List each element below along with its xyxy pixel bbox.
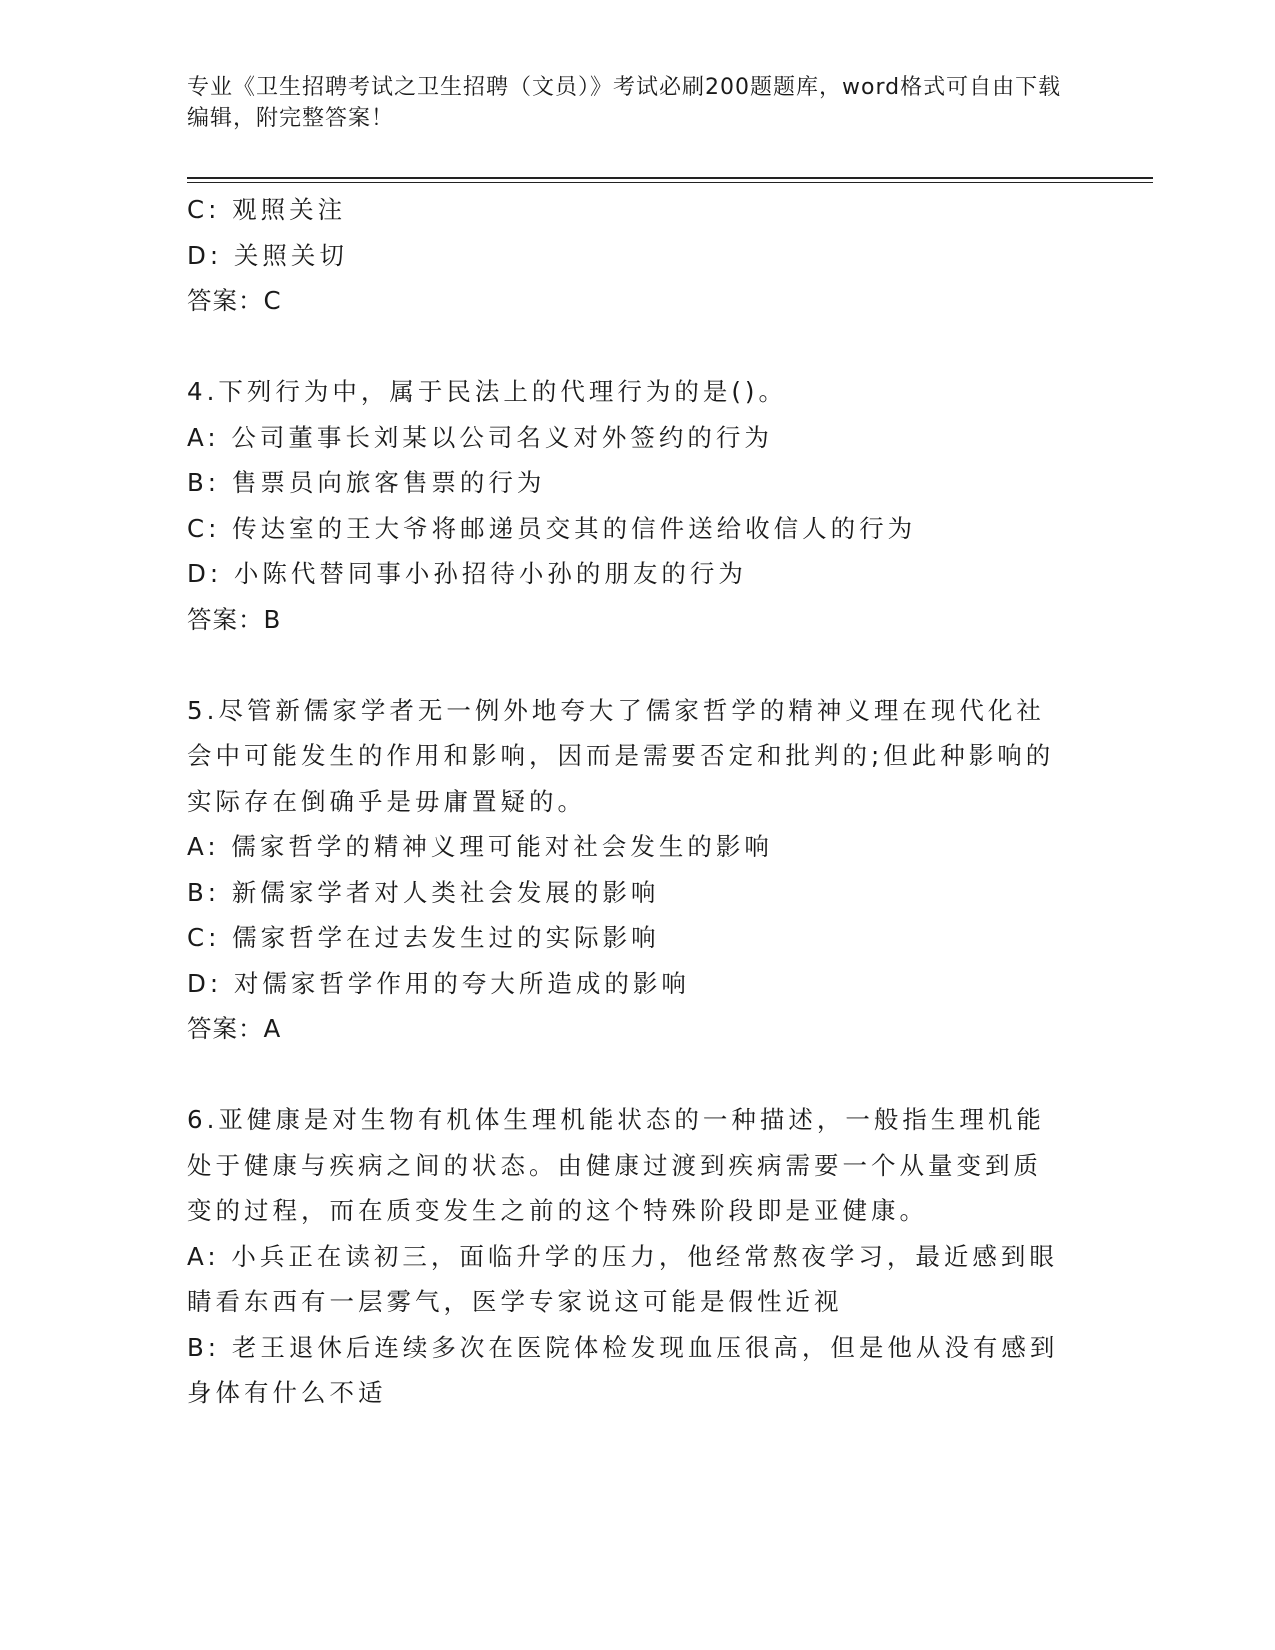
q6-option-b-line: B: 老王退休后连续多次在医院体检发现血压很高，但是他从没有感到 [187, 1332, 1059, 1362]
q6-stem-line: 变的过程，而在质变发生之前的这个特殊阶段即是亚健康。 [187, 1196, 928, 1225]
header-title: 专业《卫生招聘考试之卫生招聘（文员）》考试必刷200题题库，word格式可自由下载编辑，附完整答案！ [187, 75, 1062, 131]
q6-option-a-line: 睛看东西有一层雾气，医学专家说这可能是假性近视 [187, 1287, 843, 1316]
question-content [187, 187, 1087, 1416]
q5-option-d: D: 对儒家哲学作用的夸大所造成的影响 [187, 968, 690, 998]
spacer [187, 1052, 1087, 1098]
spacer [187, 642, 1087, 688]
q4-answer: 答案：B [187, 604, 282, 634]
q4-option-b: B: 售票员向旅客售票的行为 [187, 468, 546, 497]
q3-answer: 答案：C [187, 286, 282, 315]
q6-stem-line: 6.亚健康是对生物有机体生理机能状态的一种描述，一般指生理机能 [187, 1105, 1045, 1134]
q5-stem-line: 会中可能发生的作用和影响，因而是需要否定和批判的;但此种影响的 [187, 741, 1055, 770]
q5-answer: 答案：A [187, 1014, 282, 1043]
q5-stem-line: 实际存在倒确乎是毋庸置疑的。 [187, 786, 586, 816]
q5-option-a: A: 儒家哲学的精神义理可能对社会发生的影响 [187, 832, 773, 861]
spacer [187, 324, 1087, 370]
q6-stem-line: 处于健康与疾病之间的状态。由健康过渡到疾病需要一个从量变到质 [187, 1150, 1042, 1180]
q4-option-d: D: 小陈代替同事小孙招待小孙的朋友的行为 [187, 559, 747, 588]
header-rule-thick [187, 177, 1153, 179]
q5-option-c: C: 儒家哲学在过去发生过的实际影响 [187, 923, 660, 952]
q5-stem-line: 5.尽管新儒家学者无一例外地夸大了儒家哲学的精神义理在现代化社 [187, 695, 1045, 725]
q4-option-a: A: 公司董事长刘某以公司名义对外签约的行为 [187, 422, 773, 452]
header-rule-thin [187, 182, 1153, 183]
q4-stem: 4.下列行为中，属于民法上的代理行为的是()。 [187, 377, 787, 406]
q3-option-c: C: 观照关注 [187, 195, 347, 224]
q6-option-b-line: 身体有什么不适 [187, 1378, 387, 1407]
q5-option-b: B: 新儒家学者对人类社会发展的影响 [187, 877, 660, 907]
q4-option-c: C: 传达室的王大爷将邮递员交其的信件送给收信人的行为 [187, 513, 917, 543]
document-header [187, 72, 1067, 134]
q6-option-a-line: A: 小兵正在读初三，面临升学的压力，他经常熬夜学习，最近感到眼 [187, 1241, 1058, 1271]
q3-option-d: D: 关照关切 [187, 240, 348, 270]
